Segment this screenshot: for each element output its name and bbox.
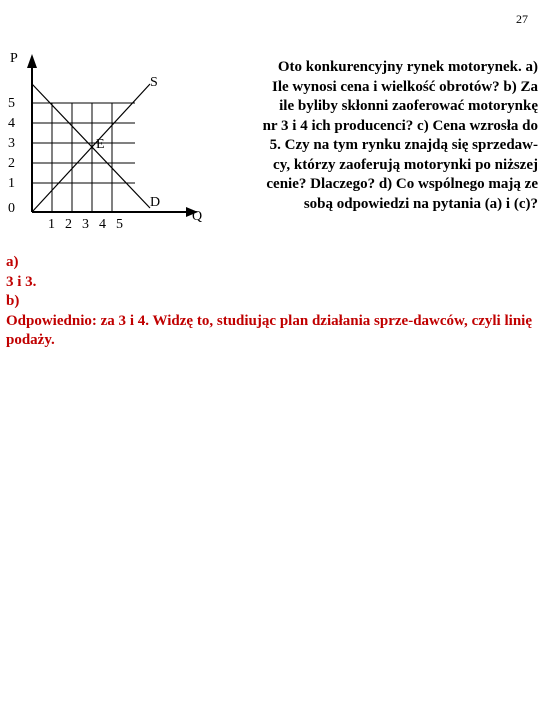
answer-b-text: Odpowiednio: za 3 i 4. Widzę to, studiując plan działania sprze-dawców, czyli linię podaży. (6, 312, 532, 348)
answer-a-text: 3 i 3. (6, 273, 37, 290)
y-tick-4: 4 (8, 116, 15, 131)
answers-block (6, 253, 532, 351)
answer-b-label: b) (6, 293, 20, 309)
equilibrium-label: E (96, 137, 105, 152)
x-tick-4: 4 (99, 217, 106, 232)
y-tick-1: 1 (8, 176, 15, 191)
y-tick-5: 5 (8, 96, 15, 111)
origin-label: 0 (8, 201, 15, 216)
demand-label: D (150, 195, 161, 210)
x-tick-5: 5 (116, 217, 123, 232)
supply-label: S (150, 75, 158, 90)
answer-a-label: a) (6, 254, 19, 270)
x-tick-1: 1 (48, 217, 55, 232)
y-axis-label: P (10, 51, 18, 66)
y-tick-2: 2 (8, 156, 15, 171)
y-axis-arrow (27, 54, 37, 68)
x-axis-label: Q (192, 209, 203, 224)
page-number: 27 (516, 12, 528, 26)
question-text: Oto konkurencyjny rynek motorynek. a) Ile wynosi cena i wielkość obrotów? b) Za ile byliby skłonni zaoferować motorynkę nr 3 i 4 ich producenci? c) Cena wzrosła do 5. Czy na tym rynku znajdą się sprzedaw- cy, którzy zaoferują motorynki po niższej cenie? Dlaczego? d) Co wspólnego mają ze sobą odpowiedzi na pytania (a) i (c)? (262, 59, 538, 212)
x-tick-3: 3 (82, 217, 89, 232)
y-tick-3: 3 (8, 136, 15, 151)
supply-demand-graph (0, 40, 203, 240)
x-tick-2: 2 (65, 217, 72, 232)
axes (32, 62, 190, 212)
